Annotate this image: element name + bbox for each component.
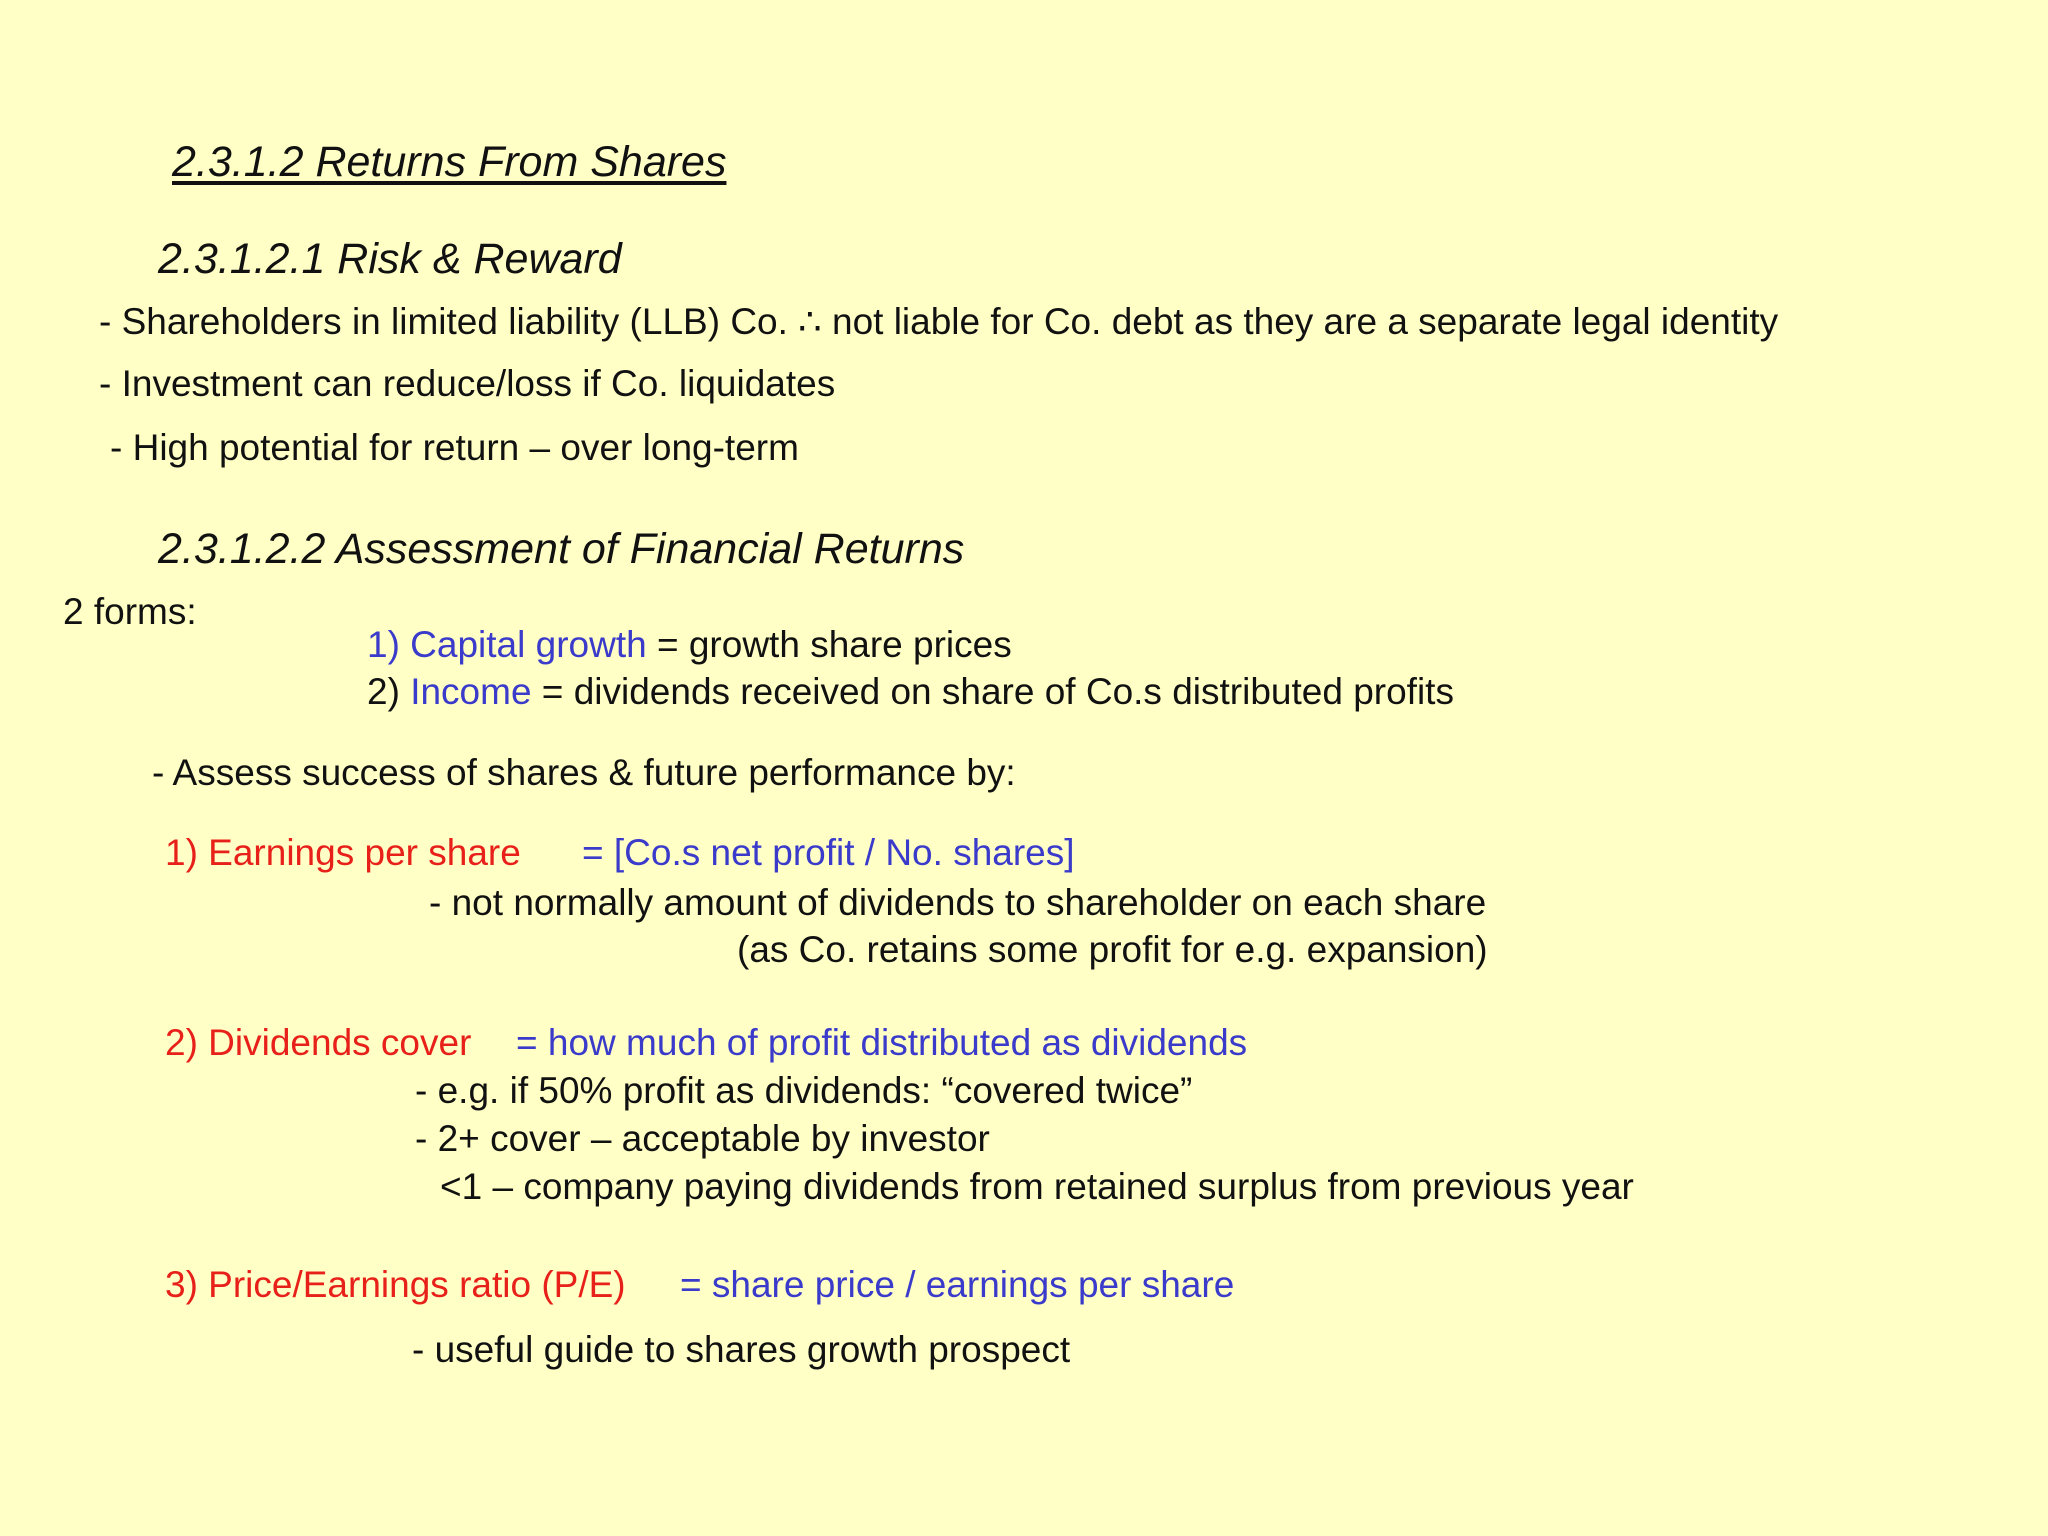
measure-dividends-cover-formula: = how much of profit distributed as dividends xyxy=(516,1022,1248,1063)
measure-earnings-per-share-note-2: (as Co. retains some profit for e.g. expansion) xyxy=(737,929,1488,970)
risk-reward-heading: 2.3.1.2.1 Risk & Reward xyxy=(158,235,622,283)
page-title: 2.3.1.2 Returns From Shares xyxy=(172,138,727,186)
form-income xyxy=(367,673,1454,710)
measure-pe-ratio-note-1: - useful guide to shares growth prospect xyxy=(412,1329,1071,1370)
measure-earnings-per-share-formula: = [Co.s net profit / No. shares] xyxy=(582,832,1075,873)
form-capital-growth xyxy=(367,626,1012,663)
risk-bullet-investment-loss: - Investment can reduce/loss if Co. liquidates xyxy=(99,363,836,404)
measure-dividends-cover-note-3: <1 – company paying dividends from retained surplus from previous year xyxy=(440,1166,1634,1207)
forms-label: 2 forms: xyxy=(63,591,197,632)
measure-pe-ratio-name: 3) Price/Earnings ratio (P/E) xyxy=(165,1264,626,1305)
measure-earnings-per-share-note-1: - not normally amount of dividends to shareholder on each share xyxy=(429,882,1487,923)
assess-success-line: - Assess success of shares & future performance by: xyxy=(152,752,1016,793)
measure-dividends-cover-note-2: - 2+ cover – acceptable by investor xyxy=(415,1118,990,1159)
form-income-desc: = dividends received on share of Co.s distributed profits xyxy=(531,671,1454,712)
assessment-heading: 2.3.1.2.2 Assessment of Financial Returns xyxy=(158,525,965,573)
measure-dividends-cover-note-1: - e.g. if 50% profit as dividends: “covered twice” xyxy=(415,1070,1193,1111)
form-income-name: Income xyxy=(410,671,532,712)
measure-earnings-per-share-name: 1) Earnings per share xyxy=(165,832,521,873)
form-capital-growth-desc: = growth share prices xyxy=(646,624,1012,665)
measure-pe-ratio-formula: = share price / earnings per share xyxy=(680,1264,1235,1305)
form-capital-growth-name: 1) Capital growth xyxy=(367,624,647,665)
measure-dividends-cover-name: 2) Dividends cover xyxy=(165,1022,472,1063)
form-income-number: 2) xyxy=(367,671,411,712)
risk-bullet-high-return: - High potential for return – over long-term xyxy=(110,427,799,468)
risk-bullet-limited-liability: - Shareholders in limited liability (LLB) Co. ∴ not liable for Co. debt as they are a separate legal identity xyxy=(99,301,1779,342)
